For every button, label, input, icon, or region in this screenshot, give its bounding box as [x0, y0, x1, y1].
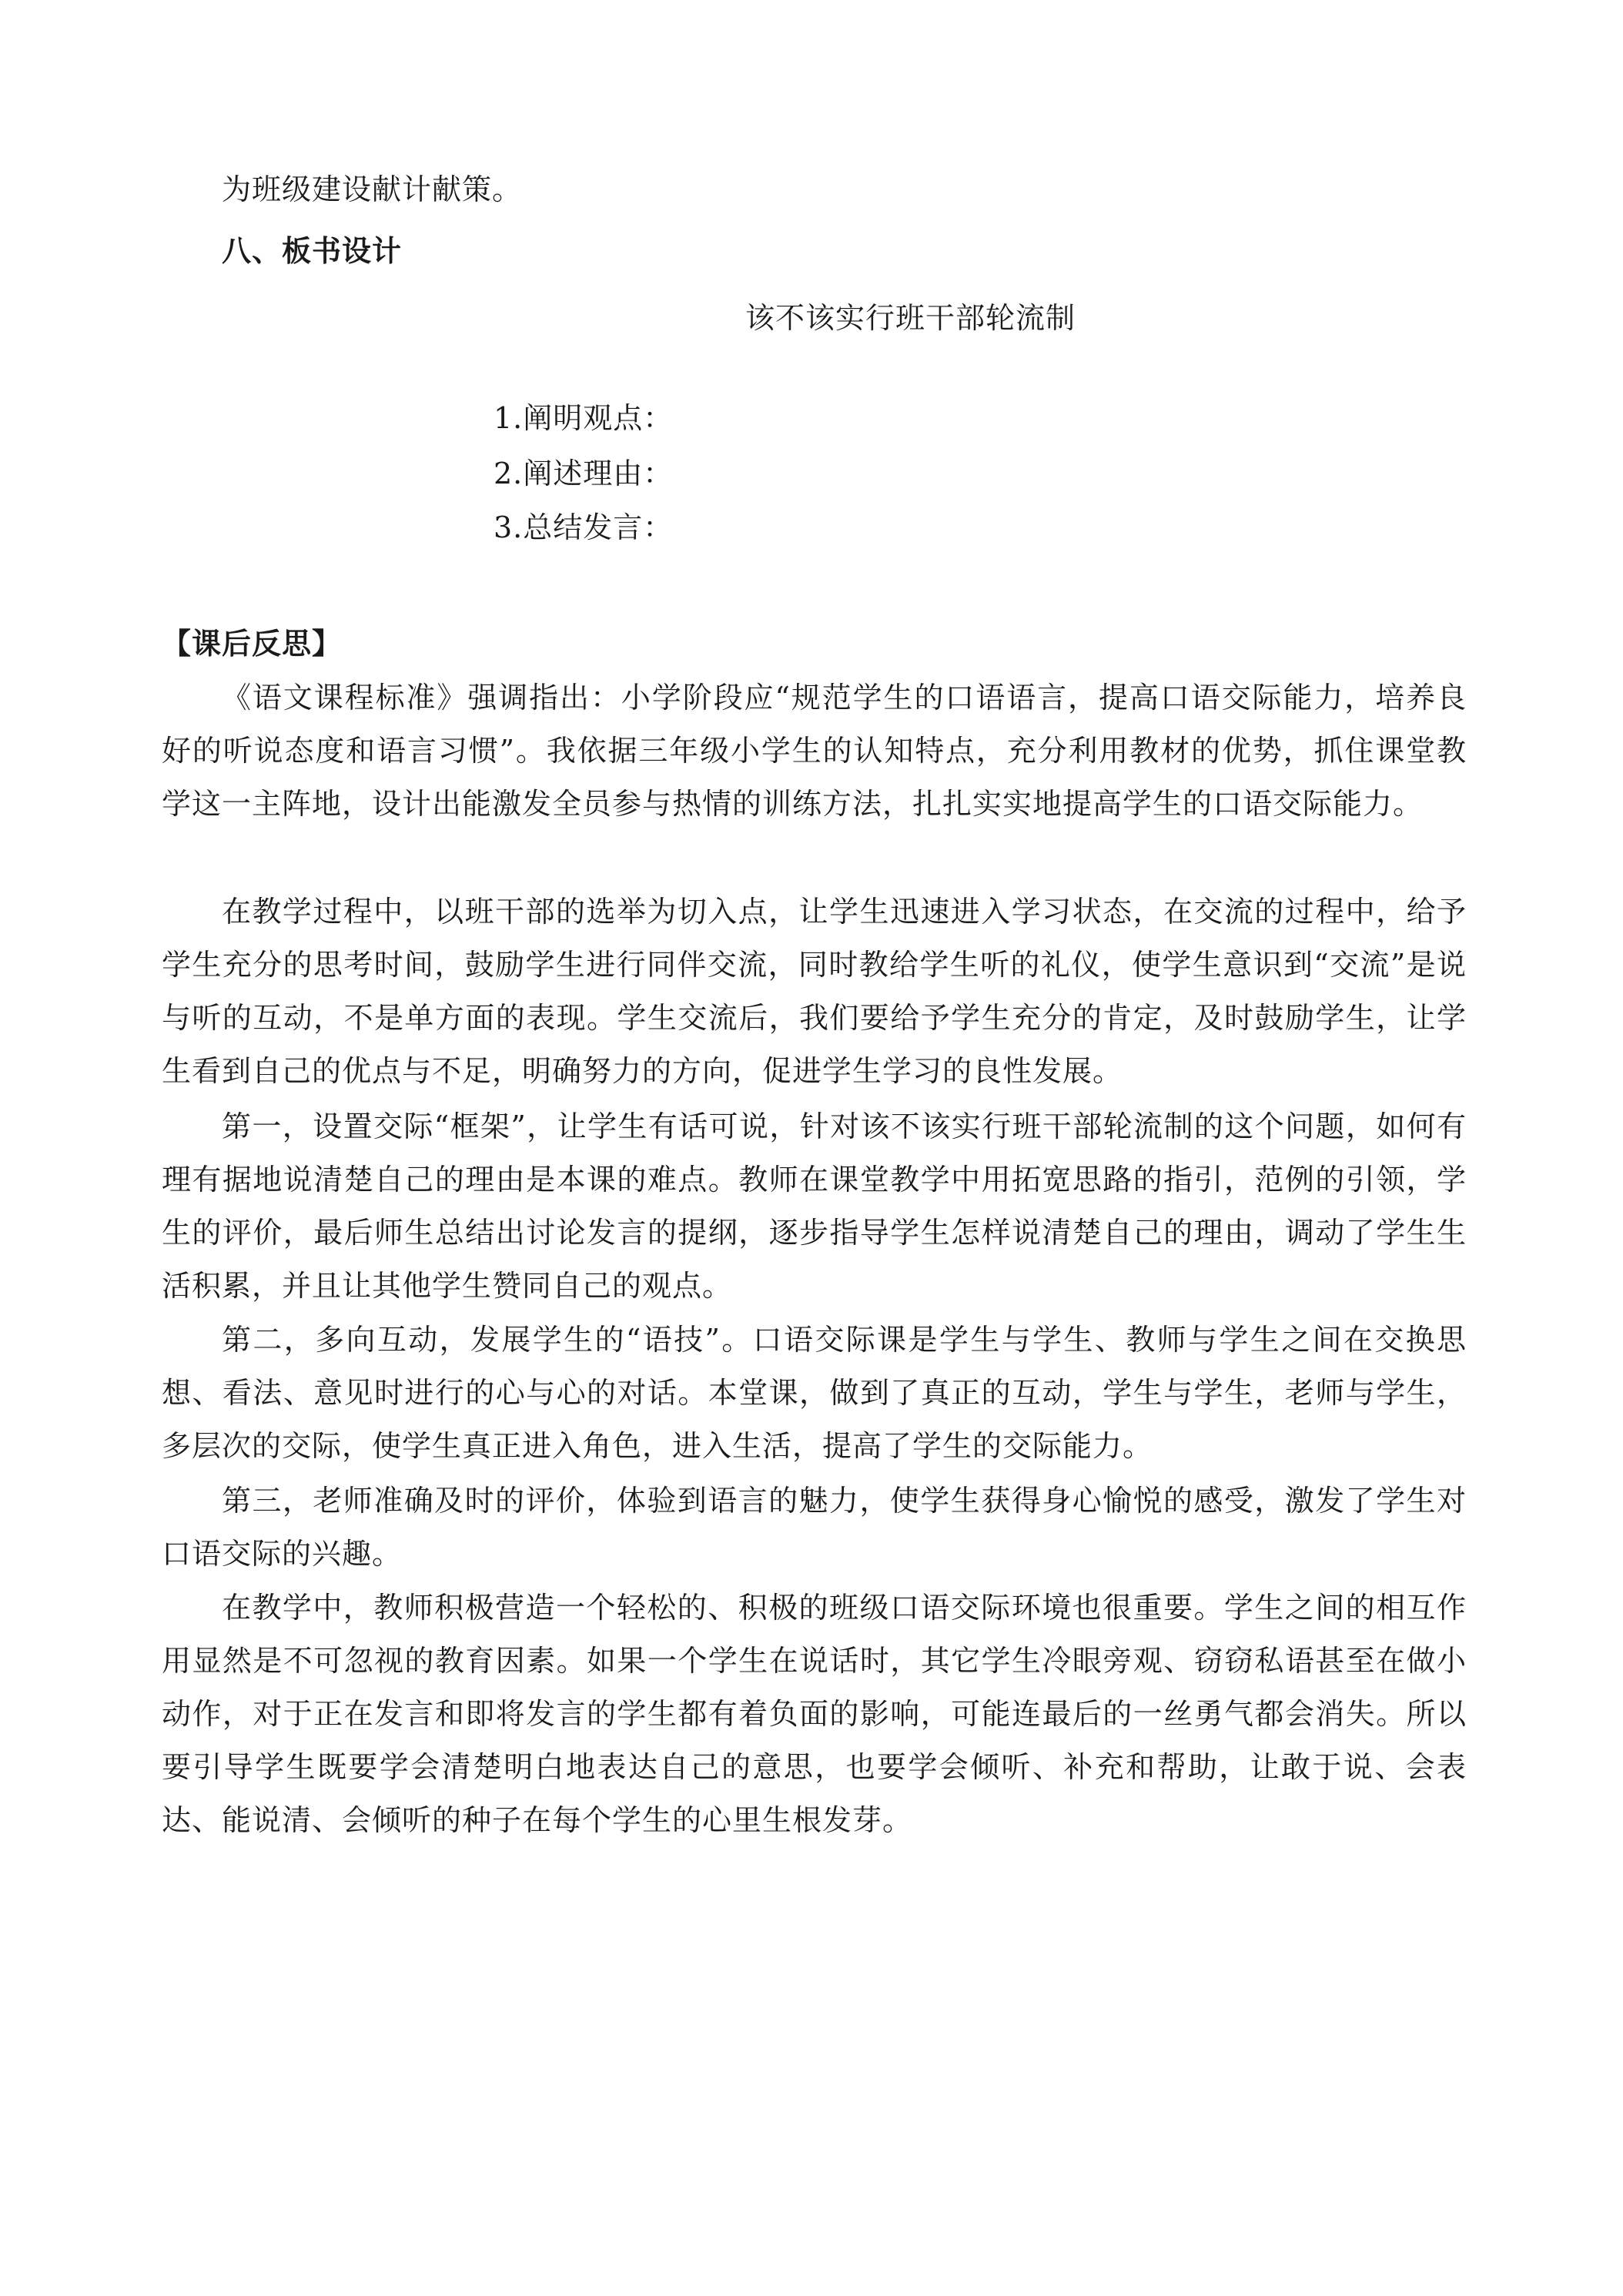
section-heading-board-design: 八、板书设计	[222, 234, 403, 268]
reflection-paragraph-4: 第二，多向互动，发展学生的“语技”。口语交际课是学生与学生、教师与学生之间在交换思想、看法、意见时进行的心与心的对话。本堂课，做到了真正的互动，学生与学生，老师与学生，多层次的交际，使学生真正进入角色，进入生活，提高了学生的交际能力。	[162, 1323, 1467, 1463]
board-item-3: 3.总结发言：	[494, 510, 674, 544]
reflection-paragraph-5: 第三，老师准确及时的评价，体验到语言的魅力，使学生获得身心愉悦的感受，激发了学生对口语交际的兴趣。	[162, 1484, 1467, 1571]
reflection-paragraph-3: 第一，设置交际“框架”，让学生有话可说，针对该不该实行班干部轮流制的这个问题，如何有理有据地说清楚自己的理由是本课的难点。教师在课堂教学中用拓宽思路的指引，范例的引领，学生的评价，最后师生总结出讨论发言的提纲，逐步指导学生怎样说清楚自己的理由，调动了学生生活积累，并且让其他学生赞同自己的观点。	[162, 1110, 1467, 1303]
reflection-paragraph-1: 《语文课程标准》强调指出：小学阶段应“规范学生的口语语言，提高口语交际能力，培养良好的听说态度和语言习惯”。我依据三年级小学生的认知特点，充分利用教材的优势，抓住课堂教学这一主阵地，设计出能激发全员参与热情的训练方法，扎扎实实地提高学生的口语交际能力。	[162, 681, 1467, 821]
reflection-heading: 【课后反思】	[162, 627, 343, 661]
board-item-2: 2.阐述理由：	[494, 457, 674, 490]
continued-line: 为班级建设献计献策。	[222, 172, 523, 206]
reflection-paragraph-2: 在教学过程中，以班干部的选举为切入点，让学生迅速进入学习状态，在交流的过程中，给予学生充分的思考时间，鼓励学生进行同伴交流，同时教给学生听的礼仪，使学生意识到“交流”是说与听的互动，不是单方面的表现。学生交流后，我们要给予学生充分的肯定，及时鼓励学生，让学生看到自己的优点与不足，明确努力的方向，促进学生学习的良性发展。	[162, 895, 1467, 1088]
board-title: 该不该实行班干部轮流制	[745, 301, 1076, 335]
board-item-1: 1.阐明观点：	[494, 401, 674, 435]
reflection-paragraph-6: 在教学中，教师积极营造一个轻松的、积极的班级口语交际环境也很重要。学生之间的相互作用显然是不可忽视的教育因素。如果一个学生在说话时，其它学生冷眼旁观、窃窃私语甚至在做小动作，对于正在发言和即将发言的学生都有着负面的影响，可能连最后的一丝勇气都会消失。所以要引导学生既要学会清楚明白地表达自己的意思，也要学会倾听、补充和帮助，让敢于说、会表达、能说清、会倾听的种子在每个学生的心里生根发芽。	[162, 1591, 1467, 1837]
